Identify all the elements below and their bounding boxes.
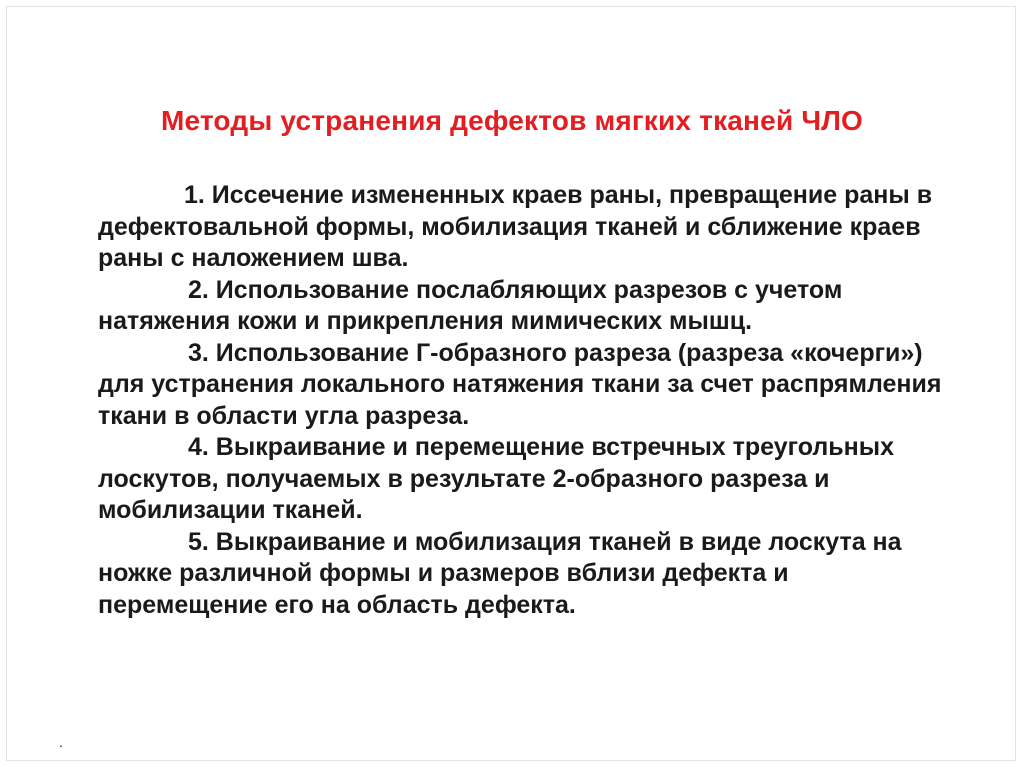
method-item-1: 1. Иссечение измененных краев раны, превращение раны в дефектовальной формы, мобилизация тканей и сближение краев раны с наложением шва. xyxy=(98,181,933,272)
method-item-4: 4. Выкраивание и перемещение встречных треугольных лоскутов, получаемых в результате 2-образного разреза и мобилизации тканей. xyxy=(98,433,894,524)
footer-dot: . xyxy=(59,734,63,750)
method-item-5: 5. Выкраивание и мобилизация тканей в виде лоскута на ножке различной формы и размеров вблизи дефекта и перемещение его на область дефекта. xyxy=(98,527,902,619)
method-item-3: 3. Использование Г-образного разреза (разреза «кочерги») для устранения локального натяжения ткани за счет распрямления ткани в области угла разреза. xyxy=(98,338,942,430)
slide-title: Методы устранения дефектов мягких тканей ЧЛО xyxy=(160,104,864,136)
method-item-2: 2. Использование послабляющих разрезов с учетом натяжения кожи и прикрепления мимических мышц. xyxy=(98,275,843,335)
methods-list xyxy=(98,180,958,621)
